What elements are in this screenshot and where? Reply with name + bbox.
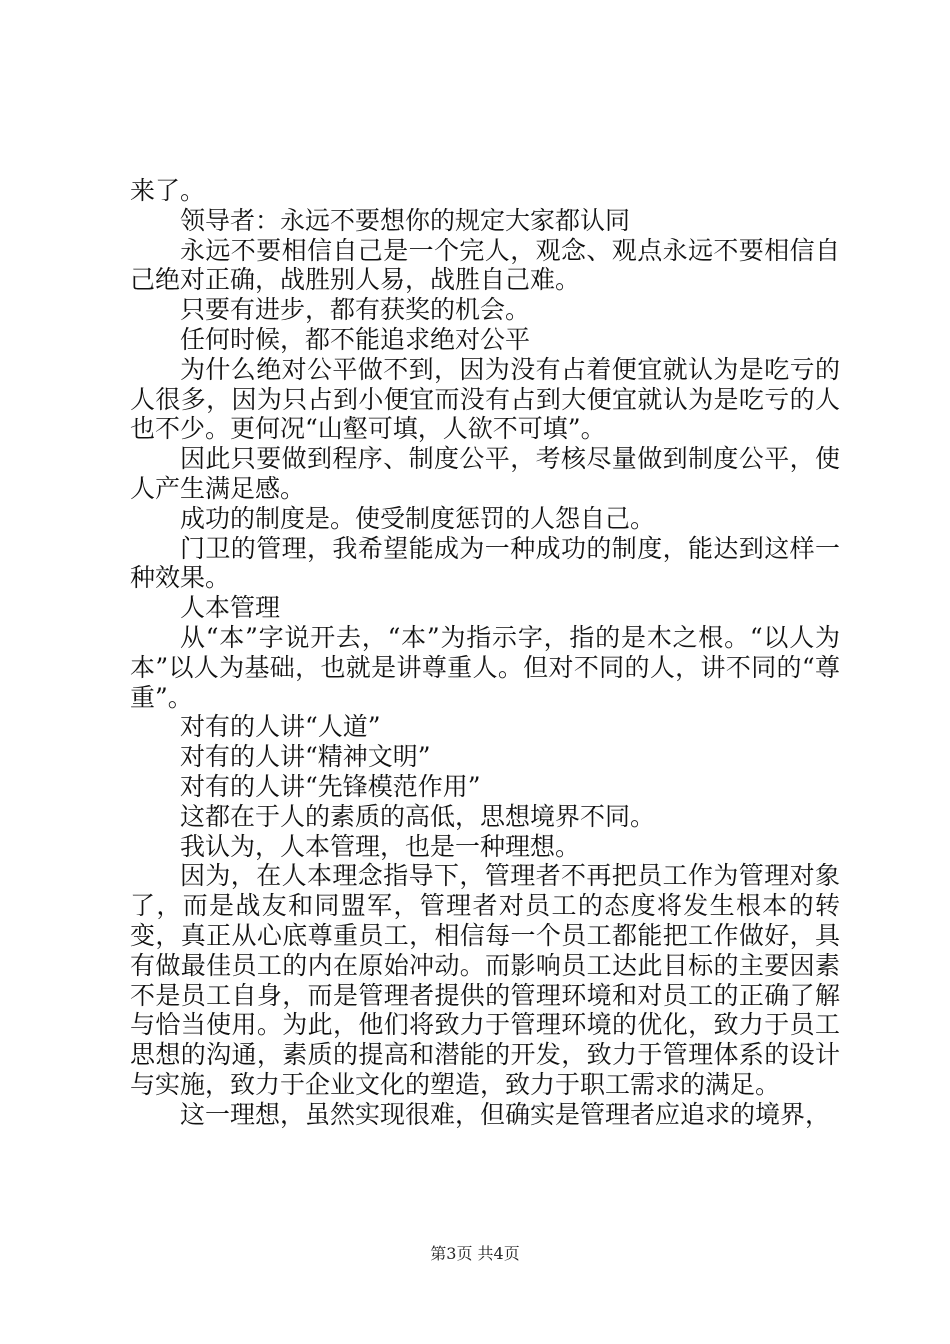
paragraph: 永远不要相信自己是一个完人，观念、观点永远不要相信自己绝对正确，战胜别人易，战胜自己难。 — [130, 235, 840, 295]
paragraph: 门卫的管理，我希望能成为一种成功的制度，能达到这样一种效果。 — [130, 533, 840, 593]
paragraph: 只要有进步，都有获奖的机会。 — [180, 295, 531, 325]
paragraph: 从“本”字说开去，“本”为指示字，指的是木之根。“以人为本”以人为基础，也就是讲尊重人。但对不同的人，讲不同的“尊重”。 — [130, 622, 840, 712]
paragraph: 因此只要做到程序、制度公平，考核尽量做到制度公平，使人产生满足感。 — [130, 444, 840, 503]
paragraph: 对有的人讲“先锋模范作用” — [180, 771, 481, 801]
paragraph: 领导者：永远不要想你的规定大家都认同 — [180, 205, 631, 235]
page-number-footer: 第3页 共4页 — [430, 1244, 520, 1263]
paragraph: 对有的人讲“人道” — [180, 712, 381, 742]
paragraph: 为什么绝对公平做不到，因为没有占着便宜就认为是吃亏的人很多，因为只占到小便宜而没有占到大便宜就认为是吃亏的人也不少。更何况“山壑可填，人欲不可填”。 — [130, 354, 840, 444]
paragraph: 对有的人讲“精神文明” — [180, 742, 431, 772]
paragraph: 来了。 — [130, 176, 206, 205]
paragraph: 人本管理 — [180, 593, 281, 623]
paragraph: 成功的制度是。使受制度惩罚的人怨自己。 — [180, 503, 656, 533]
paragraph: 任何时候，都不能追求绝对公平 — [180, 324, 531, 354]
body-text — [130, 176, 840, 1130]
paragraph: 因为，在人本理念指导下，管理者不再把员工作为管理对象了，而是战友和同盟军，管理者对员工的态度将发生根本的转变，真正从心底尊重员工，相信每一个员工都能把工作做好，具有做最佳员工的内在原始冲动。而影响员工达此目标的主要因素不是员工自身，而是管理者提供的管理环境和对员工的正确了解与恰当使用。为此，他们将致力于管理环境的优化，致力于员工思想的沟通，素质的提高和潜能的开发，致力于管理体系的设计与实施，致力于企业文化的塑造，致力于职工需求的满足。 — [130, 861, 840, 1099]
paragraph: 这都在于人的素质的高低，思想境界不同。 — [180, 801, 656, 831]
paragraph: 我认为，人本管理，也是一种理想。 — [180, 831, 581, 861]
paragraph: 这一理想，虽然实现很难，但确实是管理者应追求的境界， — [180, 1099, 831, 1129]
